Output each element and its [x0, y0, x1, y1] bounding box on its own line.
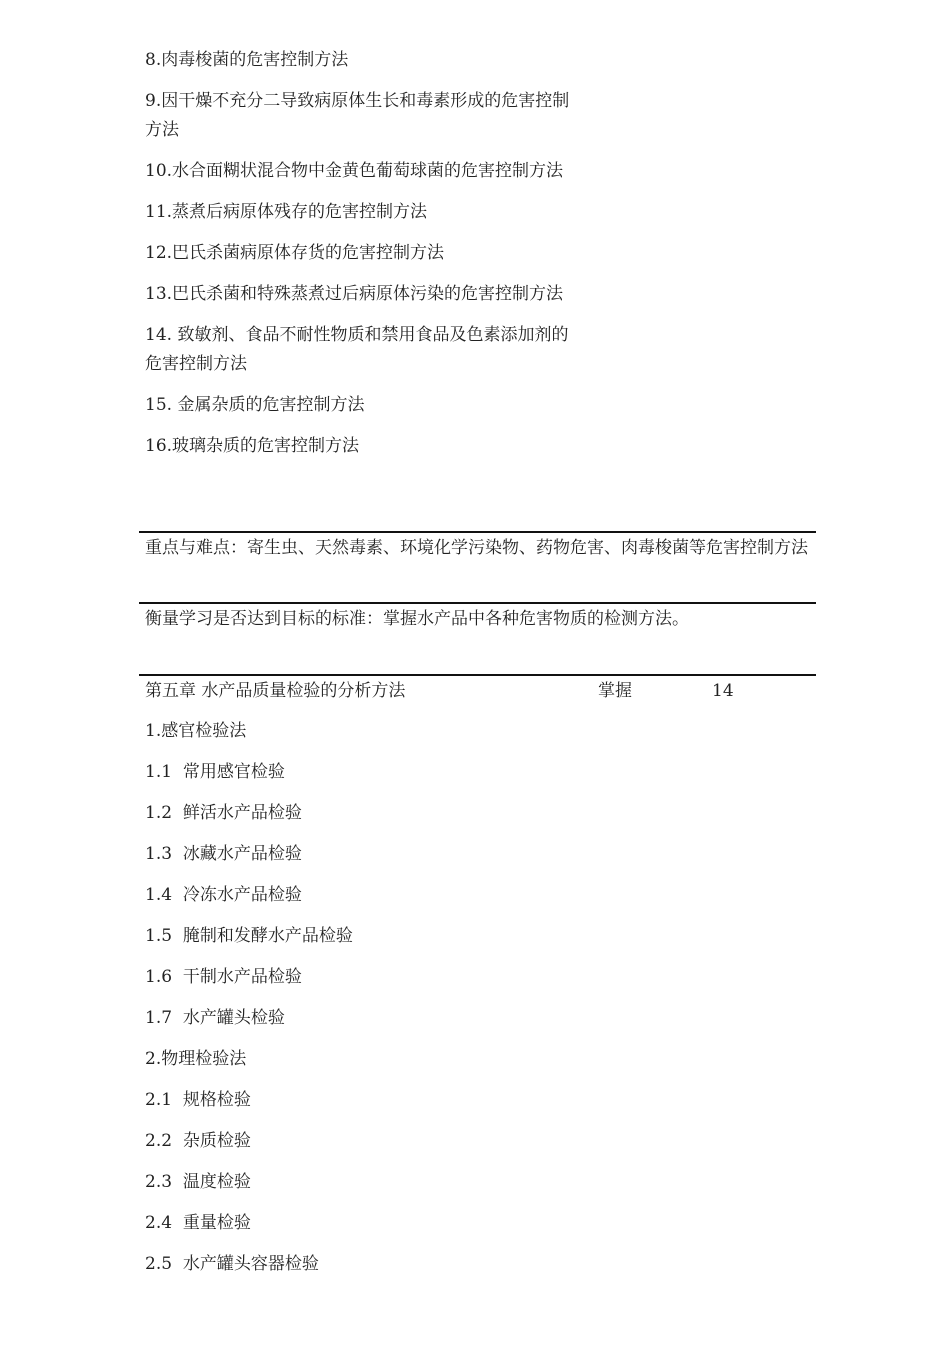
list-item: 2.2 杂质检验 — [145, 1131, 251, 1151]
list-item: 11.蒸煮后病原体残存的危害控制方法 — [145, 202, 428, 222]
list-item: 2.1 规格检验 — [145, 1090, 251, 1110]
list-item: 1.7 水产罐头检验 — [145, 1008, 285, 1028]
list-item: 13.巴氏杀菌和特殊蒸煮过后病原体污染的危害控制方法 — [145, 284, 564, 304]
table-rule — [139, 602, 816, 604]
list-item: 1.2 鲜活水产品检验 — [145, 803, 302, 823]
list-item: 1.4 冷冻水产品检验 — [145, 885, 302, 905]
criteria-text: 衡量学习是否达到目标的标准：掌握水产品中各种危害物质的检测方法。 — [145, 609, 689, 629]
chapter-outline-list — [145, 717, 745, 1291]
list-item: 1.1 常用感官检验 — [145, 762, 285, 782]
chapter-level: 掌握 — [598, 681, 632, 701]
list-item: 2.5 水产罐头容器检验 — [145, 1254, 319, 1274]
list-item: 12.巴氏杀菌病原体存货的危害控制方法 — [145, 243, 445, 263]
table-rule — [139, 531, 816, 533]
list-item: 2.3 温度检验 — [145, 1172, 251, 1192]
chapter-row — [145, 677, 810, 706]
chapter-hours: 14 — [712, 681, 734, 701]
list-item: 15. 金属杂质的危害控制方法 — [145, 395, 365, 415]
list-item: 8.肉毒梭菌的危害控制方法 — [145, 50, 349, 70]
chapter-title: 第五章 水产品质量检验的分析方法 — [145, 681, 406, 701]
list-item: 1.5 腌制和发酵水产品检验 — [145, 926, 353, 946]
list-item: 2.4 重量检验 — [145, 1213, 251, 1233]
list-item: 16.玻璃杂质的危害控制方法 — [145, 436, 360, 456]
list-item: 14. 致敏剂、食品不耐性物质和禁用食品及色素添加剂的危害控制方法 — [145, 325, 569, 374]
list-item: 1.感官检验法 — [145, 721, 247, 741]
list-item: 1.3 冰藏水产品检验 — [145, 844, 302, 864]
list-item: 1.6 干制水产品检验 — [145, 967, 302, 987]
hazard-control-list — [145, 46, 585, 473]
list-item: 10.水合面糊状混合物中金黄色葡萄球菌的危害控制方法 — [145, 161, 564, 181]
table-rule — [139, 674, 816, 676]
key-points-text: 重点与难点：寄生虫、天然毒素、环境化学污染物、药物危害、肉毒梭菌等危害控制方法 — [145, 538, 808, 558]
list-item: 9.因干燥不充分二导致病原体生长和毒素形成的危害控制方法 — [145, 91, 570, 140]
list-item: 2.物理检验法 — [145, 1049, 247, 1069]
